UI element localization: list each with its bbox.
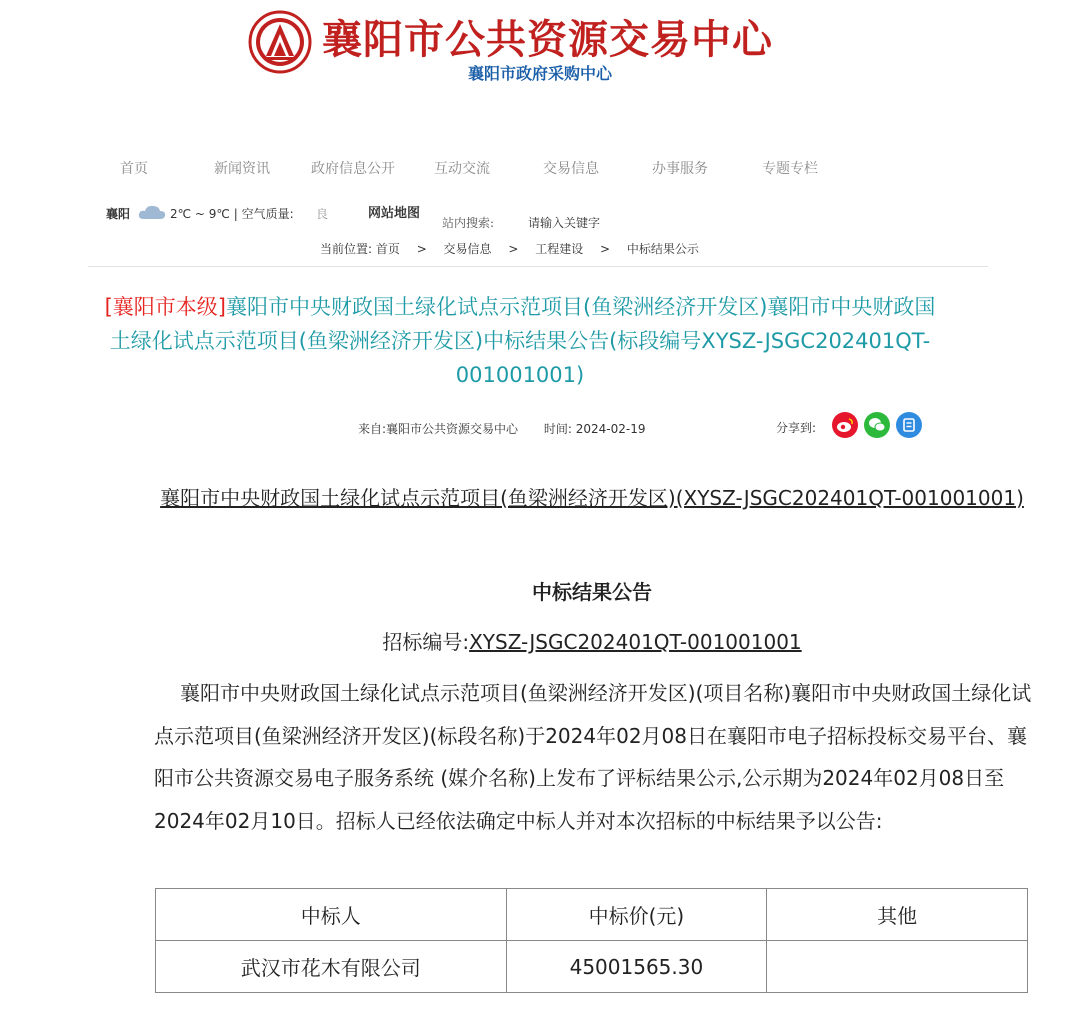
weibo-icon[interactable] [832, 412, 858, 438]
document-title-text: 襄阳市中央财政国土绿化试点示范项目(鱼梁洲经济开发区)(XYSZ-JSGC202401QT-001001001) [160, 486, 1024, 510]
divider [88, 266, 988, 267]
sitemap-link[interactable]: 网站地图 [368, 206, 421, 221]
article-time: 时间: 2024-02-19 [543, 422, 646, 436]
cloud-icon [137, 202, 167, 220]
article-title-text: 襄阳市中央财政国土绿化试点示范项目(鱼梁洲经济开发区)襄阳市中央财政国土绿化试点示范项目(鱼梁洲经济开发区)中标结果公告(标段编号XYSZ-JSGC202401QT-001001001) [109, 295, 936, 387]
article-meta [358, 420, 645, 437]
breadcrumb-item-construction[interactable]: 工程建设 [535, 242, 584, 256]
nav-item-home[interactable]: 首页 [120, 161, 148, 177]
search-input[interactable] [528, 214, 668, 232]
breadcrumb-separator: > [508, 242, 519, 256]
bid-number [160, 626, 1024, 655]
main-nav [0, 158, 1080, 180]
table-header-other: 其他 [767, 889, 1028, 941]
breadcrumb-separator: > [600, 242, 611, 256]
breadcrumb-item-trade-info[interactable]: 交易信息 [443, 242, 492, 256]
document-paragraph: 襄阳市中央财政国土绿化试点示范项目(鱼梁洲经济开发区)(项目名称)襄阳市中央财政国土绿化试点示范项目(鱼梁洲经济开发区)(标段名称)于2024年02月08日在襄阳市电子招标投标交易平台、襄阳市公共资源交易电子服务系统 (媒介名称)上发布了评标结果公示,公示期为2024年02月08日至2024年02月10日。招标人已经依法确定中标人并对本次招标的中标结果予以公告: [154, 681, 1032, 833]
nav-item-interaction[interactable]: 互动交流 [434, 161, 490, 177]
breadcrumb-item-home[interactable]: 首页 [375, 242, 400, 256]
breadcrumb-prefix: 当前位置: [320, 242, 373, 256]
bid-number-value: XYSZ-JSGC202401QT-001001001 [469, 630, 802, 654]
search-label: 站内搜索: [442, 216, 495, 230]
document-title [160, 478, 1024, 518]
table-cell-other [767, 941, 1028, 993]
breadcrumb-separator: > [416, 242, 427, 256]
nav-item-special[interactable]: 专题专栏 [762, 161, 818, 177]
document-heading: 中标结果公告 [532, 580, 652, 604]
site-subtitle: 襄阳市政府采购中心 [468, 64, 613, 83]
weather-city: 襄阳 [106, 207, 131, 221]
site-title[interactable]: 襄阳市公共资源交易中心 [322, 17, 773, 63]
share-label: 分享到: [776, 421, 817, 435]
table-header-price: 中标价(元) [506, 889, 767, 941]
air-quality-value: 良 [316, 207, 329, 221]
emblem-logo-icon[interactable] [248, 10, 312, 74]
table-row [156, 941, 1028, 993]
bid-number-label: 招标编号: [382, 630, 470, 654]
table-cell-price: 45001565.30 [506, 941, 767, 993]
article-source: 来自:襄阳市公共资源交易中心 [358, 422, 519, 436]
article-tag: [襄阳市本级] [104, 295, 226, 319]
nav-item-trade-info[interactable]: 交易信息 [543, 161, 599, 177]
award-result-table [155, 888, 1028, 993]
nav-item-gov-info[interactable]: 政府信息公开 [311, 161, 395, 177]
share-more-icon[interactable] [896, 412, 922, 438]
table-cell-winner: 武汉市花木有限公司 [156, 941, 507, 993]
nav-item-news[interactable]: 新闻资讯 [214, 161, 270, 177]
breadcrumb-item-award-notice[interactable]: 中标结果公示 [626, 242, 699, 256]
table-header-row [156, 889, 1028, 941]
article-title [100, 290, 940, 392]
wechat-icon[interactable] [864, 412, 890, 438]
table-header-winner: 中标人 [156, 889, 507, 941]
nav-item-services[interactable]: 办事服务 [652, 161, 708, 177]
weather-temperature: 2℃ ~ 9℃ | 空气质量: [170, 207, 294, 221]
info-bar [0, 202, 1080, 230]
site-header [0, 0, 1080, 100]
breadcrumb [320, 240, 699, 258]
